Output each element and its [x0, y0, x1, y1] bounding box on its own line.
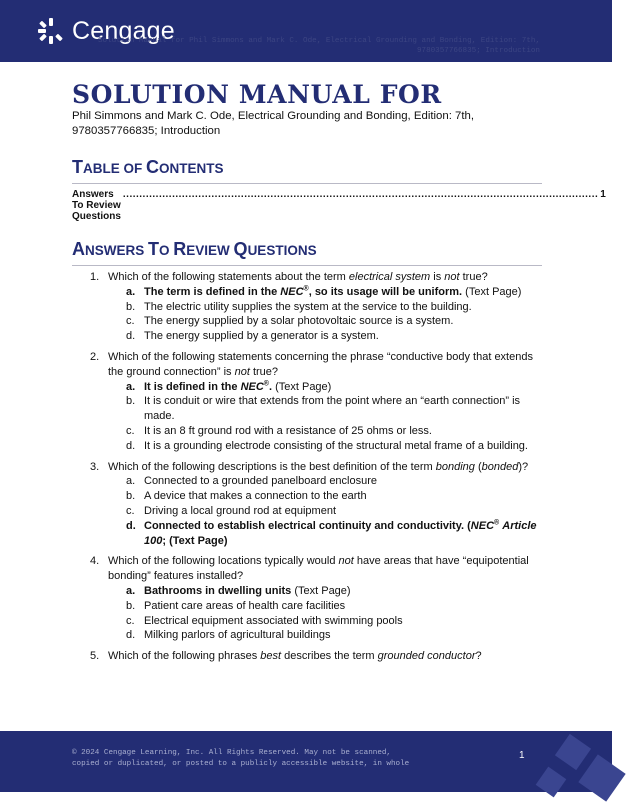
- toc-heading: TABLE OF CONTENTS: [72, 157, 542, 184]
- answer-option: c. The energy supplied by a solar photovoltaic source is a system.: [126, 315, 454, 328]
- footer-decoration: [555, 734, 591, 770]
- answer-option-correct: d. Connected to establish electrical continuity and conductivity. (NEC® Article 100; (Text Page): [126, 519, 537, 547]
- question-number: 3.: [90, 460, 100, 473]
- answer-option: b. Patient care areas of health care facilities: [126, 599, 346, 612]
- toc-entry-page[interactable]: 1: [600, 189, 606, 200]
- answer-option: c. Electrical equipment associated with swimming pools: [126, 614, 403, 627]
- answer-option-correct: a. The term is defined in the NEC®, so its usage will be uniform. (Text Page): [126, 285, 522, 298]
- answer-option: d. The energy supplied by a generator is a system.: [126, 330, 379, 343]
- answer-option: b. The electric utility supplies the system at the service to the building.: [126, 300, 472, 313]
- answer-option: a. Connected to a grounded panelboard enclosure: [126, 475, 378, 488]
- answer-option: b. It is conduit or wire that extends from the point where an “earth connection” is made.: [126, 395, 521, 423]
- header-watermark-line: Solution Manual for Phil Simmons and Mark C. Ode, Electrical Grounding and Bonding, Edition: 7th,: [97, 37, 540, 45]
- toc-entry[interactable]: [72, 189, 606, 222]
- header-watermark: [60, 36, 540, 56]
- question-text: Which of the following descriptions is the best definition of the term bonding (bonded)?: [108, 460, 529, 473]
- answer-option: d. It is a grounding electrode consisting of the structural metal frame of a building.: [126, 439, 528, 452]
- question-text: Which of the following statements concerning the phrase “conductive body that extends the ground connection” is not true?: [108, 350, 533, 378]
- toc-dot-leader: .................................................................................................................................................: [122, 189, 599, 200]
- question-item: [90, 350, 542, 454]
- copyright-notice: © 2024 Cengage Learning, Inc. All Rights Reserved. May not be scanned, copied or duplicated, or posted to a publicly accessible website, in whole: [72, 749, 410, 768]
- question-list: [90, 270, 542, 670]
- answer-option: c. It is an 8 ft ground rod with a resistance of 25 ohms or less.: [126, 424, 432, 437]
- answers-heading: ANSWERS TO REVIEW QUESTIONS: [72, 239, 542, 266]
- question-item: [90, 460, 542, 549]
- question-number: 1.: [90, 271, 100, 283]
- question-number: 5.: [90, 650, 100, 663]
- document-title: SOLUTION MANUAL FOR: [72, 80, 442, 109]
- answer-option: c. Driving a local ground rod at equipment: [126, 504, 337, 517]
- footer-decoration: [578, 754, 625, 801]
- toc-entry-label[interactable]: Answers To Review Questions: [72, 189, 121, 222]
- answer-option: d. Milking parlors of agricultural buildings: [126, 629, 331, 642]
- question-text: Which of the following locations typically would not have areas that have “equipotential bonding” features installed?: [108, 555, 529, 583]
- header-bar: [0, 0, 612, 62]
- question-item: [90, 270, 542, 344]
- document-subtitle: Phil Simmons and Mark C. Ode, Electrical Grounding and Bonding, Edition: 7th, 9780357766835; Introduction: [72, 110, 475, 137]
- page-number: 1: [519, 750, 525, 761]
- answer-option: b. A device that makes a connection to the earth: [126, 490, 367, 503]
- footer-bar: [0, 731, 612, 792]
- answer-option-correct: a. It is defined in the NEC®. (Text Page): [126, 379, 332, 393]
- question-text: Which of the following statements about the term electrical system is not true?: [108, 271, 488, 283]
- question-number: 2.: [90, 350, 100, 363]
- brand-name: Cengage: [72, 16, 175, 45]
- question-item: [90, 554, 542, 643]
- answer-option-correct: a. Bathrooms in dwelling units (Text Page): [126, 584, 351, 597]
- header-watermark-line: 9780357766835; Introduction: [416, 47, 540, 55]
- footer-decoration: [536, 767, 567, 798]
- question-number: 4.: [90, 555, 100, 568]
- question-item: [90, 649, 542, 664]
- question-text: Which of the following phrases best describes the term grounded conductor?: [108, 650, 482, 663]
